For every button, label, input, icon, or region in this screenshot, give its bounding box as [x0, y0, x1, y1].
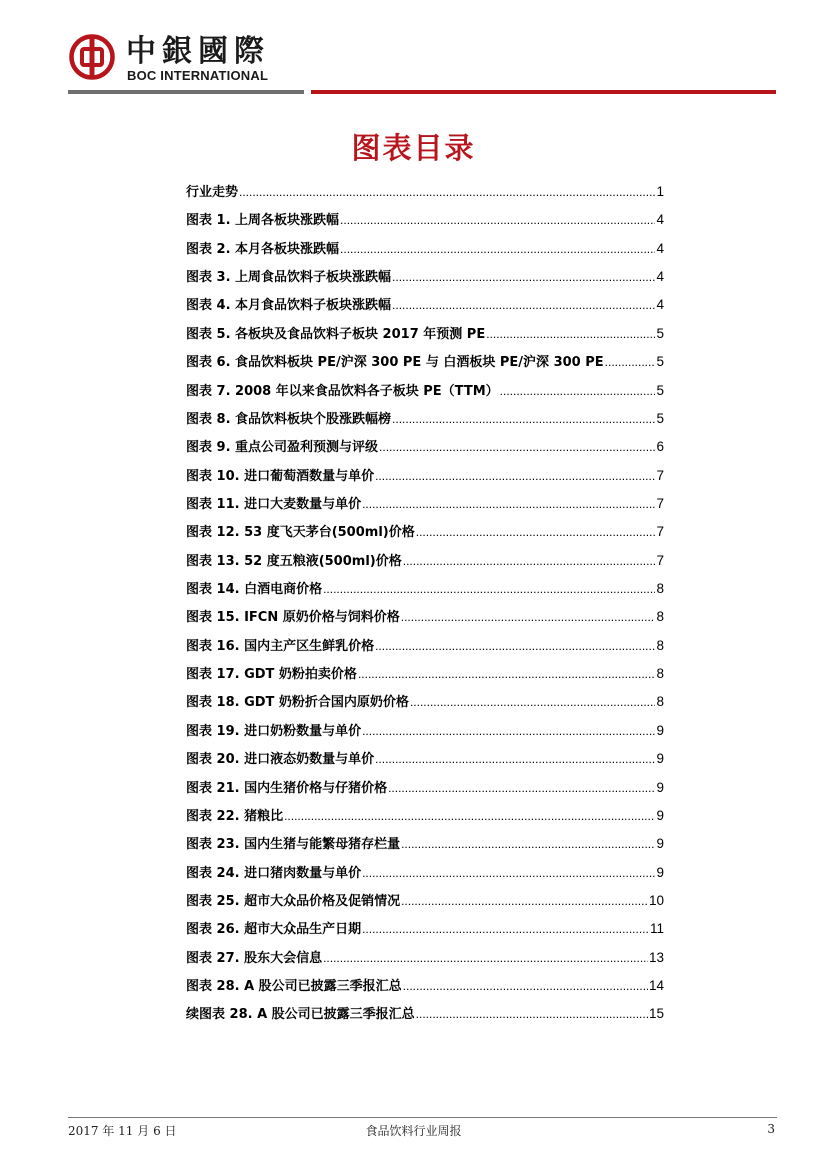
toc-entry[interactable] — [186, 944, 664, 972]
toc-entry-label: 行业走势 — [186, 185, 239, 200]
toc-dot-leader — [340, 235, 655, 263]
toc-entry-page: 9 — [656, 836, 664, 852]
toc-dot-leader — [340, 206, 655, 234]
toc-entry[interactable] — [186, 490, 664, 518]
toc-entry[interactable] — [186, 802, 664, 830]
toc-entry-label: 图表 25. 超市大众品价格及促销情况 — [186, 893, 401, 909]
toc-entry[interactable] — [186, 433, 664, 461]
toc-entry-label: 图表 11. 进口大麦数量与单价 — [186, 496, 362, 512]
toc-entry-page: 1 — [656, 184, 664, 199]
toc-dot-leader — [358, 660, 656, 688]
toc-dot-leader — [362, 859, 655, 887]
toc-dot-leader — [401, 830, 655, 858]
toc-dot-leader — [410, 688, 656, 716]
toc-entry-label: 图表 26. 超市大众品生产日期 — [186, 922, 362, 938]
toc-entry-label: 图表 22. 猪粮比 — [186, 808, 284, 824]
toc-dot-leader — [284, 802, 655, 830]
toc-dot-leader — [416, 1000, 648, 1028]
toc-dot-leader — [392, 405, 655, 433]
toc-entry-page: 4 — [656, 269, 664, 285]
toc-dot-leader — [486, 320, 655, 348]
toc-dot-leader — [403, 547, 656, 575]
boc-logo-icon — [69, 34, 115, 80]
toc-dot-leader — [239, 178, 655, 206]
toc-dot-leader — [388, 774, 655, 802]
toc-entry-page: 9 — [656, 807, 664, 823]
toc-entry-page: 9 — [656, 722, 664, 738]
toc-entry-label: 图表 13. 52 度五粮液(500ml)价格 — [186, 553, 402, 569]
toc-entry[interactable] — [186, 632, 664, 660]
footer-date: 2017 年 11 月 6 日 — [68, 1124, 177, 1138]
toc-dot-leader — [379, 433, 655, 461]
toc-entry[interactable] — [186, 263, 664, 291]
toc-entry[interactable] — [186, 887, 664, 915]
toc-entry-page: 13 — [648, 949, 664, 965]
toc-entry-label: 图表 28. A 股公司已披露三季报汇总 — [186, 979, 402, 995]
toc-entry[interactable] — [186, 518, 664, 546]
toc-entry[interactable] — [186, 688, 664, 716]
toc-entry[interactable] — [186, 745, 664, 773]
toc-dot-leader — [362, 717, 655, 745]
toc-entry-label: 图表 5. 各板块及食品饮料子板块 2017 年预测 PE — [186, 326, 486, 342]
page-title: 图表目录 — [351, 131, 476, 165]
toc-entry-label: 图表 9. 重点公司盈利预测与评级 — [186, 440, 379, 456]
toc-entry-label: 图表 16. 国内主产区生鲜乳价格 — [186, 638, 375, 654]
toc-entry[interactable] — [186, 377, 664, 405]
toc-entry-page: 11 — [649, 921, 664, 937]
toc-entry-page: 8 — [656, 666, 664, 682]
toc-dot-leader — [375, 745, 655, 773]
toc-entry-label: 图表 8. 食品饮料板块个股涨跌幅榜 — [186, 411, 392, 427]
toc-entry-page: 8 — [656, 609, 664, 625]
toc-entry[interactable] — [186, 859, 664, 887]
toc-entry-label: 图表 10. 进口葡萄酒数量与单价 — [186, 468, 375, 484]
toc-entry-page: 14 — [648, 978, 664, 994]
footer-rule — [68, 1117, 777, 1118]
toc-entry-label: 图表 17. GDT 奶粉拍卖价格 — [186, 667, 357, 683]
toc-dot-leader — [375, 632, 655, 660]
toc-entry[interactable] — [186, 235, 664, 263]
toc-dot-leader — [362, 915, 649, 943]
toc-entry-page: 5 — [656, 410, 664, 426]
footer-report-name: 食品饮料行业周报 — [365, 1124, 462, 1138]
toc-entry-page: 4 — [656, 212, 664, 228]
toc-entry-label: 图表 4. 本月食品饮料子板块涨跌幅 — [186, 298, 392, 314]
toc-entry[interactable] — [186, 348, 664, 376]
toc-entry[interactable] — [186, 206, 664, 234]
toc-entry[interactable] — [186, 774, 664, 802]
logo-english-name: BOC INTERNATIONAL — [127, 68, 269, 83]
toc-entry[interactable] — [186, 660, 664, 688]
page-header — [0, 0, 827, 100]
toc-dot-leader — [403, 972, 648, 1000]
toc-entry-page: 8 — [656, 694, 664, 710]
toc-entry-page: 7 — [656, 552, 664, 568]
table-of-figures — [186, 178, 664, 1029]
toc-entry-page: 10 — [648, 892, 664, 908]
toc-entry-page: 8 — [656, 581, 664, 597]
toc-entry-page: 7 — [656, 524, 664, 540]
toc-entry[interactable] — [186, 915, 664, 943]
toc-entry-label: 图表 21. 国内生猪价格与仔猪价格 — [186, 780, 388, 796]
toc-dot-leader — [605, 348, 656, 376]
toc-entry[interactable] — [186, 405, 664, 433]
toc-entry-label: 图表 20. 进口液态奶数量与单价 — [186, 752, 375, 768]
toc-entry-label: 图表 18. GDT 奶粉折合国内原奶价格 — [186, 695, 409, 711]
logo-chinese-name: 中銀國際 — [126, 34, 270, 69]
toc-entry-page: 5 — [656, 325, 664, 341]
toc-entry-page: 9 — [656, 751, 664, 767]
header-rule-grey — [68, 90, 304, 94]
toc-entry[interactable] — [186, 320, 664, 348]
toc-entry-label: 图表 15. IFCN 原奶价格与饲料价格 — [186, 610, 400, 626]
toc-entry-label: 图表 1. 上周各板块涨跌幅 — [186, 213, 340, 229]
toc-entry-label: 图表 7. 2008 年以来食品饮料各子板块 PE（TTM） — [186, 383, 499, 399]
toc-entry[interactable] — [186, 603, 664, 631]
toc-dot-leader — [323, 575, 655, 603]
toc-entry-label: 图表 23. 国内生猪与能繁母猪存栏量 — [186, 837, 401, 853]
toc-entry-page: 5 — [656, 382, 664, 398]
toc-entry[interactable] — [186, 547, 664, 575]
toc-dot-leader — [375, 462, 655, 490]
toc-entry-label: 图表 3. 上周食品饮料子板块涨跌幅 — [186, 270, 392, 286]
toc-entry[interactable] — [186, 575, 664, 603]
toc-entry-label: 图表 14. 白酒电商价格 — [186, 582, 323, 598]
toc-entry-label: 图表 12. 53 度飞天茅台(500ml)价格 — [186, 525, 415, 541]
toc-entry-label: 图表 27. 股东大会信息 — [186, 950, 323, 966]
toc-dot-leader — [401, 603, 656, 631]
toc-entry-label: 图表 19. 进口奶粉数量与单价 — [186, 723, 362, 739]
toc-entry[interactable] — [186, 178, 664, 206]
toc-dot-leader — [401, 887, 648, 915]
toc-dot-leader — [362, 490, 655, 518]
toc-dot-leader — [392, 291, 655, 319]
toc-entry[interactable] — [186, 462, 664, 490]
toc-entry[interactable] — [186, 291, 664, 319]
toc-entry[interactable] — [186, 972, 664, 1000]
toc-entry-page: 15 — [648, 1006, 664, 1022]
toc-entry-page: 8 — [656, 637, 664, 653]
toc-entry[interactable] — [186, 1000, 664, 1028]
toc-entry-label: 图表 6. 食品饮料板块 PE/沪深 300 PE 与 白酒板块 PE/沪深 300 PE — [186, 355, 604, 371]
toc-entry[interactable] — [186, 717, 664, 745]
toc-entry-page: 9 — [656, 864, 664, 880]
toc-dot-leader — [416, 518, 656, 546]
toc-entry-page: 4 — [656, 240, 664, 256]
toc-entry-label: 图表 24. 进口猪肉数量与单价 — [186, 865, 362, 881]
footer-page-number: 3 — [767, 1122, 775, 1136]
toc-entry-page: 4 — [656, 297, 664, 313]
toc-entry-page: 7 — [656, 467, 664, 483]
toc-dot-leader — [500, 377, 656, 405]
toc-dot-leader — [323, 944, 648, 972]
toc-entry-label: 图表 2. 本月各板块涨跌幅 — [186, 241, 340, 257]
toc-entry[interactable] — [186, 830, 664, 858]
toc-entry-page: 6 — [656, 439, 664, 455]
toc-entry-page: 9 — [656, 779, 664, 795]
toc-entry-page: 7 — [656, 495, 664, 511]
toc-dot-leader — [392, 263, 655, 291]
toc-entry-page: 5 — [656, 354, 664, 370]
toc-entry-label: 续图表 28. A 股公司已披露三季报汇总 — [186, 1007, 415, 1023]
header-rule-red — [311, 90, 776, 94]
